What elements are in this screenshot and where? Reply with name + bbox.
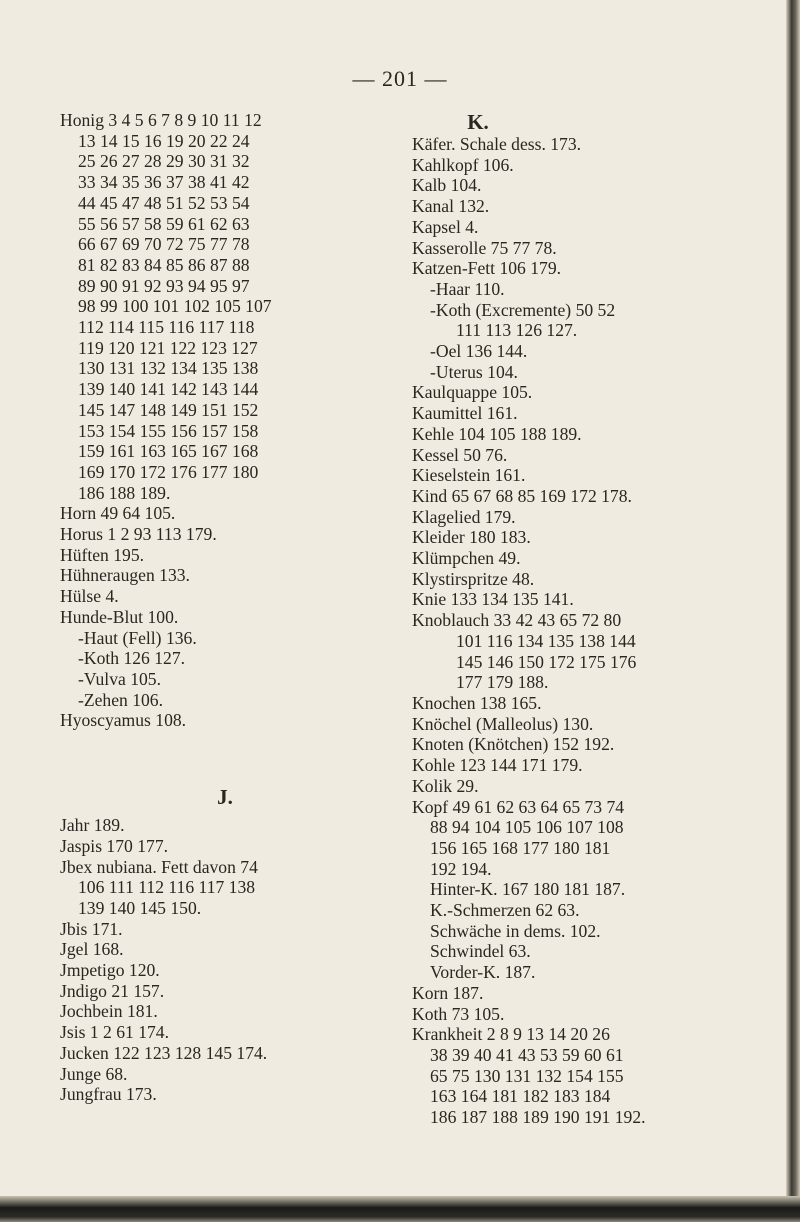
index-entry: 139 140 141 142 143 144 [78,379,259,400]
section-letter-k: K. [467,110,489,134]
index-entries-k [412,134,787,1128]
index-entry: Knie 133 134 135 141. [412,589,574,610]
scan-bottom-edge [0,1196,800,1222]
index-entry: Jbex nubiana. Fett davon 74 [60,856,258,877]
index-entry: Jochbein 181. [60,1001,158,1022]
left-column [60,110,390,1105]
index-entry: Kanal 132. [412,196,490,217]
index-entry: 89 90 91 92 93 94 95 97 [78,275,250,296]
section-letter-j: J. [217,785,233,810]
index-entry: 106 111 112 116 117 138 [78,877,256,898]
index-entry: Kaulquappe 105. [412,382,533,403]
index-entries-h [60,110,390,731]
index-entry: 33 34 35 36 37 38 41 42 [78,172,250,193]
index-entry: Klystirspritze 48. [412,568,535,589]
index-entry: 38 39 40 41 43 53 59 60 61 [430,1044,624,1065]
index-entry: Kaumittel 161. [412,403,518,424]
index-entry: 163 164 181 182 183 184 [430,1086,611,1107]
index-entry: Jbis 171. [60,918,123,939]
index-entry: Junge 68. [60,1063,128,1084]
index-entry: 55 56 57 58 59 61 62 63 [78,213,250,234]
index-entry: Kapsel 4. [412,216,479,237]
index-entry: 192 194. [430,858,492,879]
index-entry: -Vulva 105. [78,668,161,689]
index-entries-j [60,815,390,1105]
index-entry: -Zehen 106. [78,689,164,710]
index-entry: Kopf 49 61 62 63 64 65 73 74 [412,796,625,817]
index-entry: Jndigo 21 157. [60,980,165,1001]
index-entry: Hühneraugen 133. [60,565,190,586]
index-entry: Kessel 50 76. [412,444,508,465]
index-entry: 88 94 104 105 106 107 108 [430,817,624,838]
index-entry: 111 113 126 127. [456,320,578,341]
index-entry: Kehle 104 105 188 189. [412,423,582,444]
index-entry: 145 146 150 172 175 176 [456,651,637,672]
index-entry: K.-Schmerzen 62 63. [430,900,580,921]
index-entry: Hüften 195. [60,544,145,565]
index-entry: Kalb 104. [412,175,482,196]
index-entry: Jungfrau 173. [60,1084,157,1105]
index-entry: 153 154 155 156 157 158 [78,420,259,441]
index-entry: -Koth (Excremente) 50 52 [430,299,616,320]
index-entry: Knochen 138 165. [412,692,542,713]
index-entry: 101 116 134 135 138 144 [456,630,636,651]
index-entry: Kolik 29. [412,775,479,796]
index-entry: Jmpetigo 120. [60,960,160,981]
index-entry: Knoblauch 33 42 43 65 72 80 [412,610,622,631]
index-entry: -Koth 126 127. [78,648,186,669]
index-entry: Jahr 189. [60,815,125,836]
index-entry: Hyoscyamus 108. [60,710,187,731]
page-edge-shadow [786,0,800,1222]
index-entry: Schwäche in dems. 102. [430,920,601,941]
index-entry: Horn 49 64 105. [60,503,176,524]
index-entry: -Haut (Fell) 136. [78,627,197,648]
index-entry: Kahlkopf 106. [412,154,514,175]
page-number: — 201 — [352,66,448,91]
index-entry: Kohle 123 144 171 179. [412,755,583,776]
index-entry: 177 179 188. [456,672,549,693]
index-entry: Katzen-Fett 106 179. [412,258,562,279]
index-entry: Koth 73 105. [412,1003,505,1024]
index-entry: Kleider 180 183. [412,527,531,548]
index-entry: 139 140 145 150. [78,897,202,918]
right-column [412,110,787,1128]
index-entry: Hinter-K. 167 180 181 187. [430,879,626,900]
index-entry: 130 131 132 134 135 138 [78,358,259,379]
index-entry: 186 187 188 189 190 191 192. [430,1107,646,1128]
index-entry: Kind 65 67 68 85 169 172 178. [412,485,632,506]
index-entry: 159 161 163 165 167 168 [78,441,259,462]
index-entry: Jsis 1 2 61 174. [60,1022,169,1043]
index-entry: 44 45 47 48 51 52 53 54 [78,192,250,213]
index-entry: 145 147 148 149 151 152 [78,399,259,420]
index-entry: 13 14 15 16 19 20 22 24 [78,130,250,151]
index-entry: Krankheit 2 8 9 13 14 20 26 [412,1024,610,1045]
index-entry: 65 75 130 131 132 154 155 [430,1065,624,1086]
index-entry: Hunde-Blut 100. [60,606,179,627]
index-entry: Klagelied 179. [412,506,516,527]
index-entry: 169 170 172 176 177 180 [78,461,259,482]
index-entry: Korn 187. [412,982,484,1003]
index-entry: 66 67 69 70 72 75 77 78 [78,234,250,255]
index-entry: Jaspis 170 177. [60,835,169,856]
index-entry: Käfer. Schale dess. 173. [412,134,582,154]
index-entry: Honig 3 4 5 6 7 8 9 10 11 12 [60,110,262,130]
section-gap [60,731,390,777]
index-entry: Knöchel (Malleolus) 130. [412,713,594,734]
index-entry: Knoten (Knötchen) 152 192. [412,734,615,755]
index-entry: 156 165 168 177 180 181 [430,837,611,858]
index-entry: Kasserolle 75 77 78. [412,237,557,258]
index-entry: Klümpchen 49. [412,548,521,569]
index-entry: Kieselstein 161. [412,465,526,486]
index-entry: -Oel 136 144. [430,341,528,362]
index-entry: -Haar 110. [430,278,505,299]
index-entry: Horus 1 2 93 113 179. [60,524,217,545]
index-entry: Hülse 4. [60,586,119,607]
index-entry: Schwindel 63. [430,941,531,962]
index-entry: -Uterus 104. [430,361,518,382]
index-entry: Vorder-K. 187. [430,962,536,983]
index-entry: 98 99 100 101 102 105 107 [78,296,272,317]
index-entry: 81 82 83 84 85 86 87 88 [78,254,250,275]
index-entry: 25 26 27 28 29 30 31 32 [78,151,250,172]
index-entry: 112 114 115 116 117 118 [78,317,255,338]
index-entry: 186 188 189. [78,482,171,503]
index-entry: 119 120 121 122 123 127 [78,337,258,358]
index-entry: Jucken 122 123 128 145 174. [60,1042,268,1063]
index-entry: Jgel 168. [60,939,124,960]
